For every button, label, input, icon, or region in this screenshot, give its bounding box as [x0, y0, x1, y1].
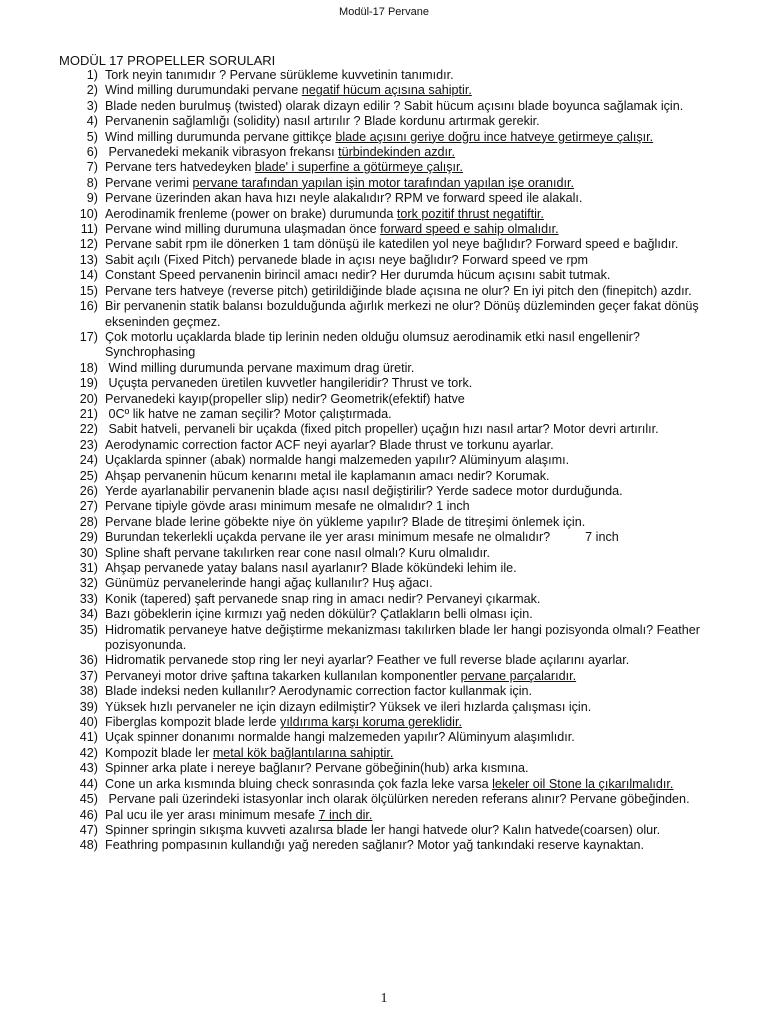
question-text: Tork neyin tanımıdır ? Pervane sürükleme kuvvetinin tanımıdır.: [105, 68, 454, 82]
question-text: Blade indeksi neden kullanılır? Aerodynamic correction factor kullanmak için.: [105, 684, 533, 699]
question-text: Pervane ters hatvedeyken: [105, 160, 252, 175]
question-number: 6): [86, 145, 98, 160]
question-number: 15): [79, 283, 98, 298]
question-item: [0, 592, 768, 607]
question-text: Burundan tekerlekli uçakda pervane ile yer arası minimum mesafe ne olmalıdır? 7 inch: [105, 530, 619, 545]
question-text: Ahşap pervanenin hücum kenarını metal ile kaplamanın amacı nedir? Korumak.: [105, 468, 550, 483]
question-item: [0, 299, 768, 330]
question-number: 43): [79, 761, 98, 776]
question-item: [0, 823, 768, 838]
question-text: Pervane pali üzerindeki istasyonlar inch olarak ölçülürken nereden referans alınır? Pervane göbeğinden.: [105, 792, 690, 807]
question-text: Wind milling durumunda pervane maximum drag üretir.: [105, 360, 415, 375]
question-text: Kompozit blade ler: [105, 745, 210, 760]
question-item: [0, 576, 768, 591]
question-number: 8): [86, 175, 98, 190]
question-number: 4): [86, 114, 98, 129]
question-text: Pervane üzerinden akan hava hızı neyle alakalıdır? RPM ve forward speed ile alakalı.: [105, 191, 583, 206]
question-text: Pervane tipiyle gövde arası minimum mesafe ne olmalıdır? 1 inch: [105, 499, 470, 514]
question-text: Uçak spinner donanımı normalde hangi malzemeden yapılır? Alüminyum alaşımlıdır.: [105, 730, 575, 745]
question-text: 0Cº lik hatve ne zaman seçilir? Motor çalıştırmada.: [105, 406, 392, 421]
document-title: MODÜL 17 PROPELLER SORULARI: [59, 53, 276, 68]
question-item: [0, 715, 768, 730]
question-item: [0, 207, 768, 222]
question-number: 33): [79, 591, 98, 606]
question-item: [0, 484, 768, 499]
question-number: 10): [79, 206, 98, 221]
question-number: 39): [79, 699, 98, 714]
question-text: Blade neden burulmuş (twisted) olarak dizayn edilir ? Sabit hücum açısını blade boyunca sağlamak için.: [105, 98, 684, 113]
question-number: 41): [79, 730, 98, 745]
question-number: 7): [86, 160, 98, 175]
question-item: [0, 330, 768, 361]
question-text: Bazı göbeklerin içine kırmızı yağ neden dökülür? Çatlakların belli olması için.: [105, 607, 533, 622]
question-number: 45): [79, 792, 98, 807]
question-text: Pervanedeki kayıp(propeller slip) nedir? Geometrik(efektif) hatve: [105, 391, 465, 406]
question-item: [0, 99, 768, 114]
question-text: Spline shaft pervane takılırken rear cone nasıl olmalı? Kuru olmalıdır.: [105, 545, 491, 560]
question-text: Spinner arka plate i nereye bağlanır? Pervane göbeğinin(hub) arka kısmına.: [105, 761, 529, 776]
question-number: 31): [79, 561, 98, 575]
question-number: 27): [79, 499, 98, 514]
question-item: [0, 546, 768, 561]
question-item: [0, 253, 768, 268]
question-text: Pervane verimi: [105, 175, 189, 190]
question-text: Pervane ters hatveye (reverse pitch) getirildiğinde blade açısına ne olur? En iyi pitch den (finepitch) azdır.: [105, 283, 692, 298]
question-number: 36): [79, 653, 98, 668]
question-item: [0, 623, 768, 654]
question-item: [0, 515, 768, 530]
question-number: 29): [79, 530, 98, 545]
question-number: 16): [79, 299, 98, 314]
question-text: Wind milling durumunda pervane gittikçe: [105, 129, 332, 144]
question-item: [0, 191, 768, 206]
question-text: Bir pervanenin statik balansı bozulduğunda ağırlık merkezi ne olur? Dönüş düzleminden geçer fakat dönüş ekseninden geçmez.: [105, 299, 703, 329]
question-number: 9): [86, 191, 98, 206]
question-text: Sabit açılı (Fixed Pitch) pervanede blade in açısı neye bağlıdır? Forward speed ve rpm: [105, 252, 589, 267]
question-text: Pervaneyi motor drive şaftına takarken kullanılan komponentler: [105, 668, 458, 683]
question-item: [0, 653, 768, 668]
question-text: Cone un arka kısmında bluing check sonrasında çok fazla leke varsa: [105, 776, 489, 791]
question-number: 11): [80, 222, 98, 237]
question-item: [0, 499, 768, 514]
question-number: 46): [79, 807, 98, 822]
question-item: [0, 392, 768, 407]
question-text: Pervane sabit rpm ile dönerken 1 tam dönüşü ile katedilen yol neye bağlıdır? Forward speed e bağlıdır.: [105, 237, 679, 252]
underlined-answer: metal kök bağlantılarına sahiptir.: [212, 745, 394, 760]
underlined-answer: blade' i superfine a götürmeye çalışır.: [254, 160, 464, 175]
question-item: [0, 808, 768, 823]
question-number: 22): [79, 422, 98, 437]
question-item: [0, 746, 768, 761]
question-text: Fiberglas kompozit blade lerde: [105, 715, 277, 730]
question-text: Sabit hatveli, pervaneli bir uçakda (fixed pitch propeller) uçağın hızı nasıl artar? Motor devri artırılır.: [105, 422, 659, 437]
question-item: [0, 284, 768, 299]
question-item: [0, 145, 768, 160]
question-text: Ahşap pervanede yatay balans nasıl ayarlanır? Blade kökündeki lehim ile.: [105, 561, 517, 575]
question-list: [0, 68, 768, 854]
question-item: [0, 268, 768, 283]
question-text: Pervane wind milling durumuna ulaşmadan önce: [105, 222, 377, 237]
question-item: [0, 83, 768, 98]
question-number: 13): [79, 252, 98, 267]
question-item: [0, 176, 768, 191]
question-item: [0, 130, 768, 145]
question-number: 44): [79, 776, 98, 791]
question-item: [0, 407, 768, 422]
question-number: 26): [79, 483, 98, 498]
question-number: 5): [86, 129, 98, 144]
question-number: 32): [79, 576, 98, 591]
page-header: Modül-17 Pervane: [339, 6, 429, 18]
question-number: 24): [79, 453, 98, 468]
question-number: 2): [86, 83, 98, 98]
question-item: [0, 222, 768, 237]
question-text: Hidromatik pervanede stop ring ler neyi ayarlar? Feather ve full reverse blade açılarını ayarlar.: [105, 653, 630, 668]
question-item: [0, 792, 768, 807]
underlined-answer: blade açısını geriye doğru ince hatveye getirmeye çalışır.: [335, 129, 654, 144]
question-number: 23): [79, 437, 98, 452]
question-text: Feathring pompasının kullandığı yağ nereden sağlanır? Motor yağ tankındaki reserve kaynaktan.: [105, 838, 645, 853]
question-number: 47): [79, 822, 98, 837]
question-number: 28): [79, 514, 98, 529]
question-text: Aerodynamic correction factor ACF neyi ayarlar? Blade thrust ve torkunu ayarlar.: [105, 437, 554, 452]
question-number: 38): [79, 684, 98, 699]
question-text: Pervane blade lerine göbekte niye ön yükleme yapılır? Blade de titreşimi önlemek için.: [105, 514, 586, 529]
question-number: 3): [86, 98, 98, 113]
question-item: [0, 530, 768, 545]
question-text: Konik (tapered) şaft pervanede snap ring in amacı nedir? Pervaneyi çıkarmak.: [105, 591, 541, 606]
question-item: [0, 361, 768, 376]
question-number: 12): [79, 237, 98, 252]
question-number: 34): [79, 607, 98, 622]
question-number: 20): [79, 391, 98, 406]
question-item: [0, 114, 768, 129]
question-number: 40): [79, 715, 98, 730]
question-text: Wind milling durumundaki pervane: [105, 83, 299, 98]
question-text: Hidromatik pervaneye hatve değiştirme mekanizması takılırken blade ler hangi pozisyonda olmalı? Feather pozisyonunda.: [105, 622, 704, 653]
question-number: 17): [79, 329, 98, 344]
question-text: Pervanenin sağlamlığı (solidity) nasıl artırılır ? Blade kordunu artırmak gerekir.: [105, 114, 540, 129]
question-item: [0, 469, 768, 484]
underlined-answer: negatif hücum açısına sahiptir.: [301, 83, 472, 98]
underlined-answer: 7 inch dir.: [318, 807, 373, 822]
question-number: 21): [79, 406, 98, 421]
question-item: [0, 669, 768, 684]
question-text: Aerodinamik frenleme (power on brake) durumunda: [105, 206, 394, 221]
question-number: 37): [79, 668, 98, 683]
question-text: Uçaklarda spinner (abak) normalde hangi malzemeden yapılır? Alüminyum alaşımı.: [105, 453, 570, 468]
page-number: 1: [380, 991, 388, 1006]
underlined-answer: forward speed e sahip olmalıdır.: [380, 222, 559, 237]
question-text: Pervanedeki mekanik vibrasyon frekansı: [105, 145, 335, 160]
question-item: [0, 453, 768, 468]
question-number: 35): [79, 622, 98, 637]
question-number: 25): [79, 468, 98, 483]
question-item: [0, 838, 768, 853]
question-item: [0, 438, 768, 453]
question-item: [0, 777, 768, 792]
question-item: [0, 237, 768, 252]
question-number: 18): [79, 360, 98, 375]
question-item: [0, 68, 768, 83]
question-text: Yüksek hızlı pervaneler ne için dizayn edilmiştir? Yüksek ve ileri hızlarda çalışması için.: [105, 699, 592, 714]
underlined-answer: türbindekinden azdır.: [338, 145, 456, 160]
question-number: 30): [79, 545, 98, 560]
underlined-answer: lekeler oil Stone la çıkarılmalıdır.: [492, 776, 674, 791]
question-item: [0, 761, 768, 776]
question-text: Günümüz pervanelerinde hangi ağaç kullanılır? Huş ağacı.: [105, 576, 433, 591]
question-text: Uçuşta pervaneden üretilen kuvvetler hangileridir? Thrust ve tork.: [105, 376, 473, 391]
question-item: [0, 684, 768, 699]
question-item: [0, 700, 768, 715]
question-number: 1): [86, 68, 98, 82]
question-item: [0, 422, 768, 437]
question-item: [0, 730, 768, 745]
question-number: 19): [79, 376, 98, 391]
question-item: [0, 607, 768, 622]
question-item: [0, 561, 768, 576]
question-text: Spinner springin sıkışma kuvveti azalırsa blade ler hangi hatvede olur? Kalın hatvede(coarsen) olur.: [105, 822, 661, 837]
question-text: Pal ucu ile yer arası minimum mesafe: [105, 807, 315, 822]
question-item: [0, 160, 768, 175]
question-number: 42): [79, 745, 98, 760]
question-item: [0, 376, 768, 391]
question-text: Yerde ayarlanabilir pervanenin blade açısı nasıl değiştirilir? Yerde sadece motor durduğunda.: [105, 483, 623, 498]
question-number: 14): [79, 268, 98, 283]
question-text: Çok motorlu uçaklarda blade tip lerinin neden olduğu olumsuz aerodinamik etki nasıl engellenir? Synchrophasing: [105, 329, 644, 360]
underlined-answer: pervane tarafından yapılan işin motor tarafından yapılan işe oranıdır.: [192, 175, 575, 190]
question-number: 48): [79, 838, 98, 853]
underlined-answer: tork pozitif thrust negatiftir.: [396, 206, 544, 221]
underlined-answer: pervane parçalarıdır.: [460, 668, 577, 683]
question-text: Constant Speed pervanenin birincil amacı nedir? Her durumda hücum açısını sabit tutmak.: [105, 268, 611, 283]
underlined-answer: yıldırıma karşı koruma gereklidir.: [280, 715, 462, 730]
